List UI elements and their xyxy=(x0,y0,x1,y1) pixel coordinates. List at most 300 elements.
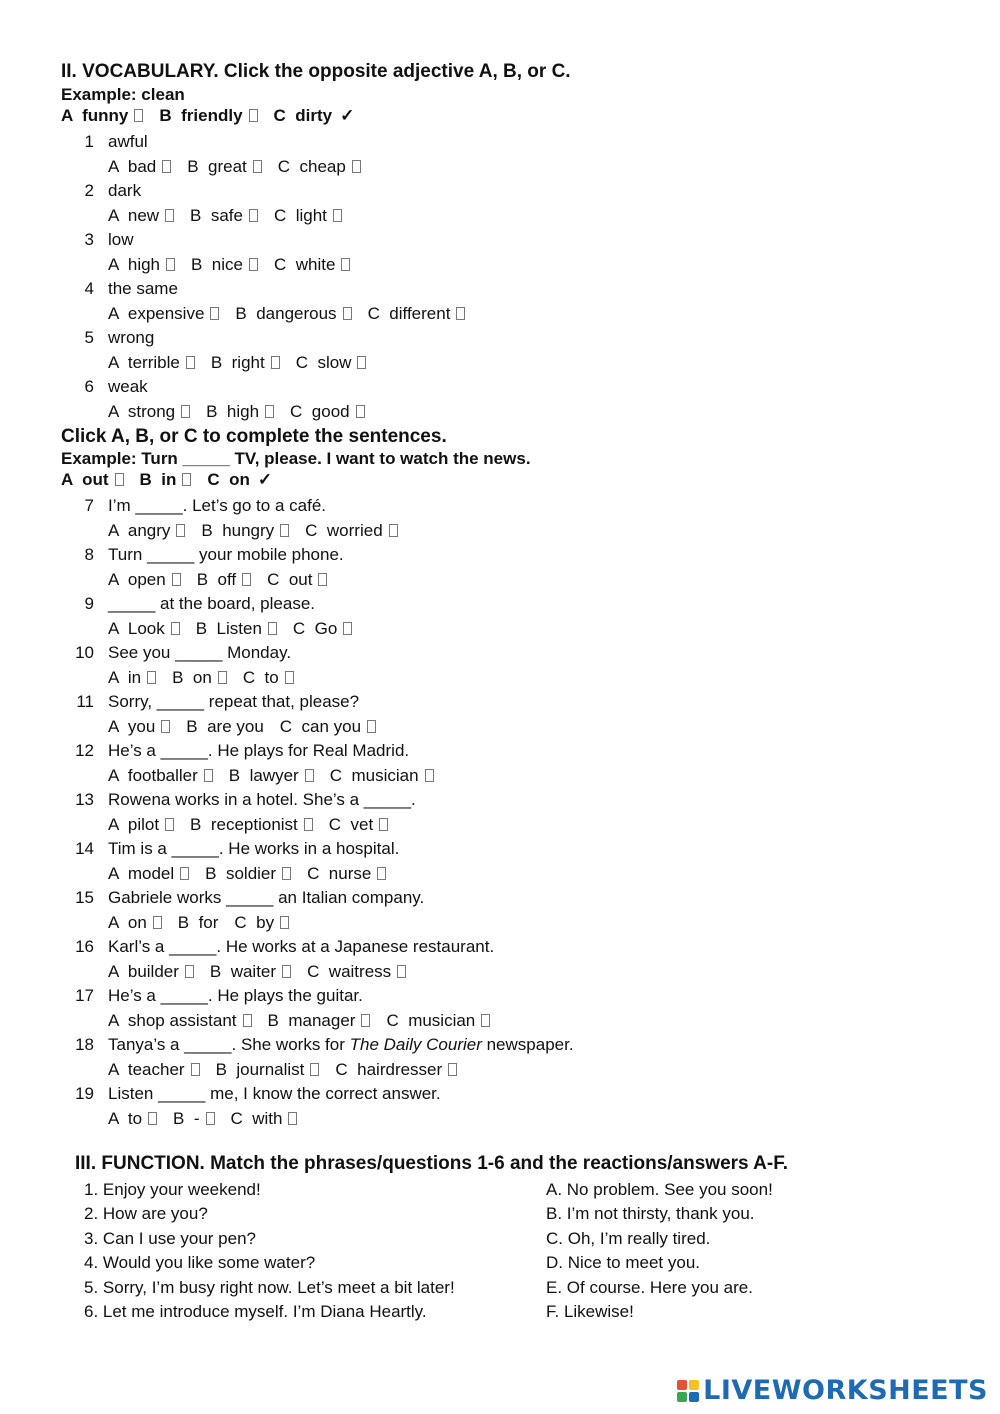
answer-option[interactable] xyxy=(296,353,367,373)
reaction-item[interactable]: C. Oh, I’m really tired. xyxy=(546,1228,711,1248)
question-number: 4 xyxy=(84,279,94,298)
question-number: 19 xyxy=(75,1084,94,1103)
checkbox-icon[interactable] xyxy=(341,258,350,271)
option-word: are you xyxy=(207,716,264,736)
option-letter: C xyxy=(273,254,287,274)
option-letter: A xyxy=(108,205,119,225)
answer-option[interactable] xyxy=(108,304,219,324)
question-prompt: He’s a _____. He plays for Real Madrid. xyxy=(108,741,410,760)
question-options xyxy=(108,1060,473,1080)
answer-option[interactable] xyxy=(274,106,355,126)
answer-option[interactable] xyxy=(108,962,194,982)
option-letter: B xyxy=(186,716,198,736)
option-letter: A xyxy=(61,106,73,125)
option-word: manager xyxy=(288,1010,356,1030)
option-word: in xyxy=(127,667,142,687)
question-number: 1 xyxy=(84,132,94,151)
checkbox-icon[interactable] xyxy=(161,720,170,733)
checkbox-icon[interactable] xyxy=(181,405,190,418)
checkbox-icon[interactable] xyxy=(305,769,314,782)
checkbox-icon[interactable] xyxy=(448,1063,457,1076)
liveworksheets-logo xyxy=(677,1375,988,1406)
question-options xyxy=(108,157,377,177)
option-letter: C xyxy=(335,1059,348,1079)
checkbox-icon[interactable] xyxy=(357,356,366,369)
option-letter: C xyxy=(329,765,342,785)
checkbox-icon[interactable] xyxy=(249,109,258,122)
option-word: musician xyxy=(351,765,419,785)
checkbox-icon[interactable] xyxy=(210,307,219,320)
checkbox-icon[interactable] xyxy=(218,671,227,684)
answer-option[interactable] xyxy=(210,962,291,982)
option-word: different xyxy=(389,303,451,323)
question-options xyxy=(108,815,404,835)
phrase-item: 3. Can I use your pen? xyxy=(84,1228,257,1248)
option-word: expensive xyxy=(127,303,205,323)
option-word: angry xyxy=(127,520,171,540)
question-prompt: dark xyxy=(108,181,142,200)
answer-option[interactable] xyxy=(280,717,376,737)
answer-option[interactable] xyxy=(335,1060,457,1080)
checkbox-icon[interactable] xyxy=(288,1112,297,1125)
option-word: light xyxy=(295,205,327,225)
reaction-item[interactable]: E. Of course. Here you are. xyxy=(546,1277,753,1297)
option-word: on xyxy=(127,912,147,932)
option-word: hairdresser xyxy=(357,1059,443,1079)
checkbox-icon[interactable] xyxy=(343,622,352,635)
question-prompt: low xyxy=(108,230,134,249)
checkbox-icon[interactable] xyxy=(176,524,185,537)
checkbox-icon[interactable] xyxy=(333,209,342,222)
question-options xyxy=(108,668,310,688)
checkbox-icon[interactable] xyxy=(134,109,143,122)
answer-option[interactable] xyxy=(61,106,143,126)
answer-option[interactable] xyxy=(201,521,289,541)
question-options xyxy=(108,1109,313,1129)
question-number: 3 xyxy=(84,230,94,249)
option-word: hungry xyxy=(222,520,275,540)
option-word: great xyxy=(208,156,247,176)
checkbox-icon[interactable] xyxy=(148,1112,157,1125)
answer-option[interactable] xyxy=(207,470,272,490)
question-number: 13 xyxy=(75,790,94,809)
checkbox-icon[interactable] xyxy=(204,769,213,782)
answer-option[interactable] xyxy=(108,1060,200,1080)
checkbox-icon[interactable] xyxy=(367,720,376,733)
question-prompt: wrong xyxy=(108,328,155,347)
option-word: Listen xyxy=(216,618,262,638)
answer-option[interactable] xyxy=(108,913,162,933)
option-letter: C xyxy=(230,1108,243,1128)
answer-option[interactable] xyxy=(108,668,156,688)
example-label-grammar: Example: Turn _____ TV, please. I want to watch the news. xyxy=(61,449,531,468)
option-word: white xyxy=(295,254,336,274)
checkbox-icon[interactable] xyxy=(310,1063,319,1076)
option-word: slow xyxy=(317,352,352,372)
checkbox-icon[interactable] xyxy=(115,473,124,486)
answer-option[interactable] xyxy=(268,1011,371,1031)
option-word: good xyxy=(311,401,350,421)
option-word: receptionist xyxy=(210,814,298,834)
option-word: out xyxy=(288,569,313,589)
option-word: to xyxy=(127,1108,143,1128)
question-prompt: Gabriele works _____ an Italian company. xyxy=(108,888,425,907)
option-letter: A xyxy=(108,352,119,372)
question-prompt: Tim is a _____. He works in a hospital. xyxy=(108,839,400,858)
phrase-item: 1. Enjoy your weekend! xyxy=(84,1180,261,1199)
checkbox-icon[interactable] xyxy=(361,1014,370,1027)
reaction-item[interactable]: F. Likewise! xyxy=(546,1302,634,1321)
question-prompt: Sorry, _____ repeat that, please? xyxy=(108,692,360,711)
example-label: Example: clean xyxy=(61,85,185,104)
answer-option[interactable] xyxy=(243,668,294,688)
option-word: can you xyxy=(301,716,362,736)
option-letter: A xyxy=(108,569,119,589)
option-word: out xyxy=(82,470,109,489)
answer-option[interactable] xyxy=(108,1109,157,1129)
checkbox-icon[interactable] xyxy=(379,818,388,831)
option-word: new xyxy=(127,205,160,225)
option-letter: A xyxy=(108,765,119,785)
answer-option[interactable] xyxy=(108,717,170,737)
question-prompt: Rowena works in a hotel. She’s a _____. xyxy=(108,790,416,809)
answer-option[interactable] xyxy=(108,157,171,177)
checkbox-icon[interactable] xyxy=(243,1014,252,1027)
checkbox-icon[interactable] xyxy=(481,1014,490,1027)
example-options-grammar xyxy=(61,470,288,490)
answer-option[interactable] xyxy=(173,1109,214,1129)
option-letter: A xyxy=(108,303,119,323)
option-letter: C xyxy=(292,618,306,638)
option-letter: B xyxy=(191,254,203,274)
checkbox-icon[interactable] xyxy=(242,573,251,586)
answer-option[interactable] xyxy=(229,766,314,786)
option-word: - xyxy=(193,1108,200,1128)
answer-option[interactable] xyxy=(108,521,185,541)
answer-option[interactable] xyxy=(108,766,213,786)
option-letter: B xyxy=(215,1059,227,1079)
checkbox-icon[interactable] xyxy=(165,818,174,831)
option-letter: C xyxy=(367,303,380,323)
answer-option[interactable] xyxy=(205,864,291,884)
checkmark-icon: ✓ xyxy=(340,106,355,125)
answer-option[interactable] xyxy=(108,1011,252,1031)
checkbox-icon[interactable] xyxy=(153,916,162,929)
option-letter: C xyxy=(305,520,318,540)
option-letter: A xyxy=(108,1108,119,1128)
option-word: you xyxy=(127,716,156,736)
answer-option[interactable] xyxy=(108,255,175,275)
option-letter: C xyxy=(273,106,286,125)
checkbox-icon[interactable] xyxy=(147,671,156,684)
question-prompt: weak xyxy=(108,377,148,396)
checkbox-icon[interactable] xyxy=(271,356,280,369)
answer-option[interactable] xyxy=(190,206,258,226)
option-letter: A xyxy=(108,254,119,274)
option-letter: C xyxy=(307,961,320,981)
section-title-vocabulary: II. VOCABULARY. Click the opposite adjective A, B, or C. xyxy=(61,61,571,82)
option-word: high xyxy=(226,401,260,421)
checkbox-icon[interactable] xyxy=(186,356,195,369)
question-number: 8 xyxy=(84,545,94,564)
answer-option[interactable] xyxy=(274,206,342,226)
checkbox-icon[interactable] xyxy=(456,307,465,320)
answer-option[interactable] xyxy=(196,619,277,639)
option-letter: B xyxy=(205,863,217,883)
answer-option[interactable] xyxy=(108,402,190,422)
question-options xyxy=(108,766,450,786)
reaction-item[interactable]: D. Nice to meet you. xyxy=(546,1253,701,1273)
answer-option[interactable] xyxy=(108,570,181,590)
question-prompt: Turn _____ your mobile phone. xyxy=(108,545,344,564)
option-letter: A xyxy=(108,1059,119,1079)
option-letter: B xyxy=(172,667,184,687)
answer-option[interactable] xyxy=(197,570,251,590)
option-letter: B xyxy=(228,765,241,785)
answer-option[interactable] xyxy=(191,255,258,275)
checkbox-icon[interactable] xyxy=(343,307,352,320)
logo-text: LIVEWORKSHEETS xyxy=(703,1375,988,1406)
checkbox-icon[interactable] xyxy=(185,965,194,978)
option-word: teacher xyxy=(127,1059,185,1079)
option-letter: B xyxy=(139,470,152,489)
question-options xyxy=(108,521,414,541)
checkbox-icon[interactable] xyxy=(425,769,434,782)
option-letter: B xyxy=(173,1108,185,1128)
option-word: Go xyxy=(314,618,338,638)
option-letter: A xyxy=(108,863,119,883)
answer-option[interactable] xyxy=(307,962,406,982)
option-letter: B xyxy=(209,961,222,981)
question-number: 9 xyxy=(84,594,94,613)
option-letter: C xyxy=(328,814,342,834)
answer-option[interactable] xyxy=(61,470,124,490)
option-word: dirty xyxy=(295,106,333,125)
option-word: model xyxy=(127,863,175,883)
checkbox-icon[interactable] xyxy=(182,473,191,486)
checkbox-icon[interactable] xyxy=(166,258,175,271)
question-number: 7 xyxy=(84,496,94,515)
answer-option[interactable] xyxy=(159,106,257,126)
option-word: open xyxy=(127,569,166,589)
checkbox-icon[interactable] xyxy=(206,1112,215,1125)
answer-option[interactable] xyxy=(386,1011,490,1031)
phrase-item: 4. Would you like some water? xyxy=(84,1253,316,1273)
option-word: vet xyxy=(350,814,374,834)
option-letter: A xyxy=(108,401,119,421)
question-prompt: Listen _____ me, I know the correct answer. xyxy=(108,1084,441,1103)
option-letter: C xyxy=(242,667,256,687)
question-number: 14 xyxy=(75,839,94,858)
question-prompt: I’m _____. Let’s go to a café. xyxy=(108,496,326,515)
question-options xyxy=(108,255,366,275)
answer-option[interactable] xyxy=(211,353,280,373)
checkbox-icon[interactable] xyxy=(389,524,398,537)
option-letter: C xyxy=(307,863,320,883)
section-title-grammar: Click A, B, or C to complete the sentences. xyxy=(61,426,447,447)
checkbox-icon[interactable] xyxy=(162,160,171,173)
option-word: waitress xyxy=(328,961,392,981)
checkbox-icon[interactable] xyxy=(282,965,291,978)
checkbox-icon[interactable] xyxy=(304,818,313,831)
option-letter: A xyxy=(108,912,119,932)
checkbox-icon[interactable] xyxy=(318,573,327,586)
option-word: waiter xyxy=(230,961,277,981)
option-letter: A xyxy=(108,520,119,540)
answer-option[interactable] xyxy=(330,766,434,786)
section-title-function: III. FUNCTION. Match the phrases/questions 1-6 and the reactions/answers A-F. xyxy=(75,1153,789,1174)
option-letter: B xyxy=(159,106,172,125)
answer-option[interactable] xyxy=(140,470,192,490)
reaction-item[interactable]: A. No problem. See you soon! xyxy=(546,1180,773,1199)
answer-option[interactable] xyxy=(368,304,466,324)
prompt-italic-title: The Daily Courier xyxy=(349,1035,482,1054)
option-word: on xyxy=(229,470,250,489)
question-prompt xyxy=(108,1035,574,1055)
question-number: 5 xyxy=(84,328,94,347)
option-letter: A xyxy=(108,961,119,981)
answer-option[interactable] xyxy=(231,1109,298,1129)
checkbox-icon[interactable] xyxy=(171,622,180,635)
option-word: nurse xyxy=(328,863,372,883)
option-word: dangerous xyxy=(256,303,337,323)
checkbox-icon[interactable] xyxy=(285,671,294,684)
option-letter: B xyxy=(235,303,247,323)
checkmark-icon: ✓ xyxy=(257,470,273,489)
phrase-item: 2. How are you? xyxy=(84,1204,208,1224)
answer-option[interactable] xyxy=(278,157,361,177)
option-letter: B xyxy=(196,569,209,589)
checkbox-icon[interactable] xyxy=(165,209,174,222)
answer-option[interactable] xyxy=(172,668,227,688)
checkbox-icon[interactable] xyxy=(356,405,365,418)
answer-option[interactable] xyxy=(329,815,388,835)
option-word: in xyxy=(161,470,177,489)
option-letter: B xyxy=(195,618,208,638)
option-word: strong xyxy=(127,401,176,421)
checkbox-icon[interactable] xyxy=(249,258,258,271)
option-word: Look xyxy=(127,618,165,638)
option-letter: C xyxy=(273,205,287,225)
answer-option[interactable] xyxy=(305,521,397,541)
option-word: on xyxy=(192,667,212,687)
option-letter: A xyxy=(108,667,119,687)
option-letter: A xyxy=(108,814,119,834)
question-options xyxy=(108,402,381,422)
answer-option[interactable] xyxy=(108,864,189,884)
option-word: shop assistant xyxy=(127,1010,237,1030)
answer-option[interactable] xyxy=(186,717,264,737)
checkbox-icon[interactable] xyxy=(280,916,289,929)
checkbox-icon[interactable] xyxy=(191,1063,200,1076)
question-prompt: Karl’s a _____. He works at a Japanese restaurant. xyxy=(108,937,495,956)
question-options xyxy=(108,206,358,226)
question-options xyxy=(108,619,368,639)
answer-option[interactable] xyxy=(307,864,386,884)
option-letter: C xyxy=(277,156,291,176)
option-word: bad xyxy=(127,156,157,176)
checkbox-icon[interactable] xyxy=(268,622,277,635)
checkbox-icon[interactable] xyxy=(265,405,274,418)
question-number: 17 xyxy=(75,986,94,1005)
checkbox-icon[interactable] xyxy=(352,160,361,173)
answer-option[interactable] xyxy=(187,157,262,177)
option-word: footballer xyxy=(127,765,198,785)
question-options xyxy=(108,864,402,884)
answer-option[interactable] xyxy=(234,913,289,933)
answer-option[interactable] xyxy=(108,619,180,639)
option-word: off xyxy=(217,569,237,589)
checkbox-icon[interactable] xyxy=(172,573,181,586)
option-letter: A xyxy=(108,618,119,638)
option-letter: C xyxy=(207,470,220,489)
question-prompt: awful xyxy=(108,132,148,151)
question-prompt: He’s a _____. He plays the guitar. xyxy=(108,986,363,1005)
option-letter: A xyxy=(61,470,73,489)
option-letter: C xyxy=(295,352,308,372)
question-number: 15 xyxy=(75,888,94,907)
prompt-text: newspaper. xyxy=(481,1035,574,1054)
question-prompt: the same xyxy=(108,279,178,298)
option-word: friendly xyxy=(181,106,243,125)
checkbox-icon[interactable] xyxy=(282,867,291,880)
reaction-item[interactable]: B. I’m not thirsty, thank you. xyxy=(546,1204,755,1224)
option-letter: B xyxy=(201,520,213,540)
option-word: to xyxy=(264,667,279,687)
question-options xyxy=(108,962,422,982)
option-word: nice xyxy=(211,254,243,274)
question-number: 12 xyxy=(75,741,94,760)
answer-option[interactable] xyxy=(235,304,351,324)
answer-option[interactable] xyxy=(290,402,365,422)
option-letter: B xyxy=(210,352,223,372)
question-options xyxy=(108,1011,506,1031)
option-word: terrible xyxy=(127,352,180,372)
question-options xyxy=(108,353,382,373)
option-word: by xyxy=(256,912,275,932)
answer-option[interactable] xyxy=(108,206,174,226)
option-letter: A xyxy=(108,1010,119,1030)
answer-option[interactable] xyxy=(190,815,313,835)
option-letter: B xyxy=(267,1010,279,1030)
checkbox-icon[interactable] xyxy=(253,160,262,173)
option-word: worried xyxy=(326,520,383,540)
answer-option[interactable] xyxy=(108,353,195,373)
question-number: 18 xyxy=(75,1035,94,1054)
answer-option[interactable] xyxy=(267,570,327,590)
option-letter: C xyxy=(267,569,280,589)
prompt-text: Tanya’s a _____. She works for xyxy=(108,1035,350,1054)
checkbox-icon[interactable] xyxy=(249,209,258,222)
option-word: builder xyxy=(127,961,179,981)
answer-option[interactable] xyxy=(108,815,174,835)
option-letter: A xyxy=(108,156,119,176)
answer-option[interactable] xyxy=(178,913,219,933)
answer-option[interactable] xyxy=(274,255,350,275)
option-word: safe xyxy=(210,205,243,225)
option-word: high xyxy=(127,254,160,274)
phrase-item: 6. Let me introduce myself. I’m Diana Heartly. xyxy=(84,1302,427,1321)
checkbox-icon[interactable] xyxy=(280,524,289,537)
checkbox-icon[interactable] xyxy=(397,965,406,978)
question-options xyxy=(108,717,392,737)
question-prompt: _____ at the board, please. xyxy=(108,594,315,613)
answer-option[interactable] xyxy=(216,1060,320,1080)
answer-option[interactable] xyxy=(206,402,274,422)
answer-option[interactable] xyxy=(293,619,352,639)
checkbox-icon[interactable] xyxy=(377,867,386,880)
checkbox-icon[interactable] xyxy=(180,867,189,880)
